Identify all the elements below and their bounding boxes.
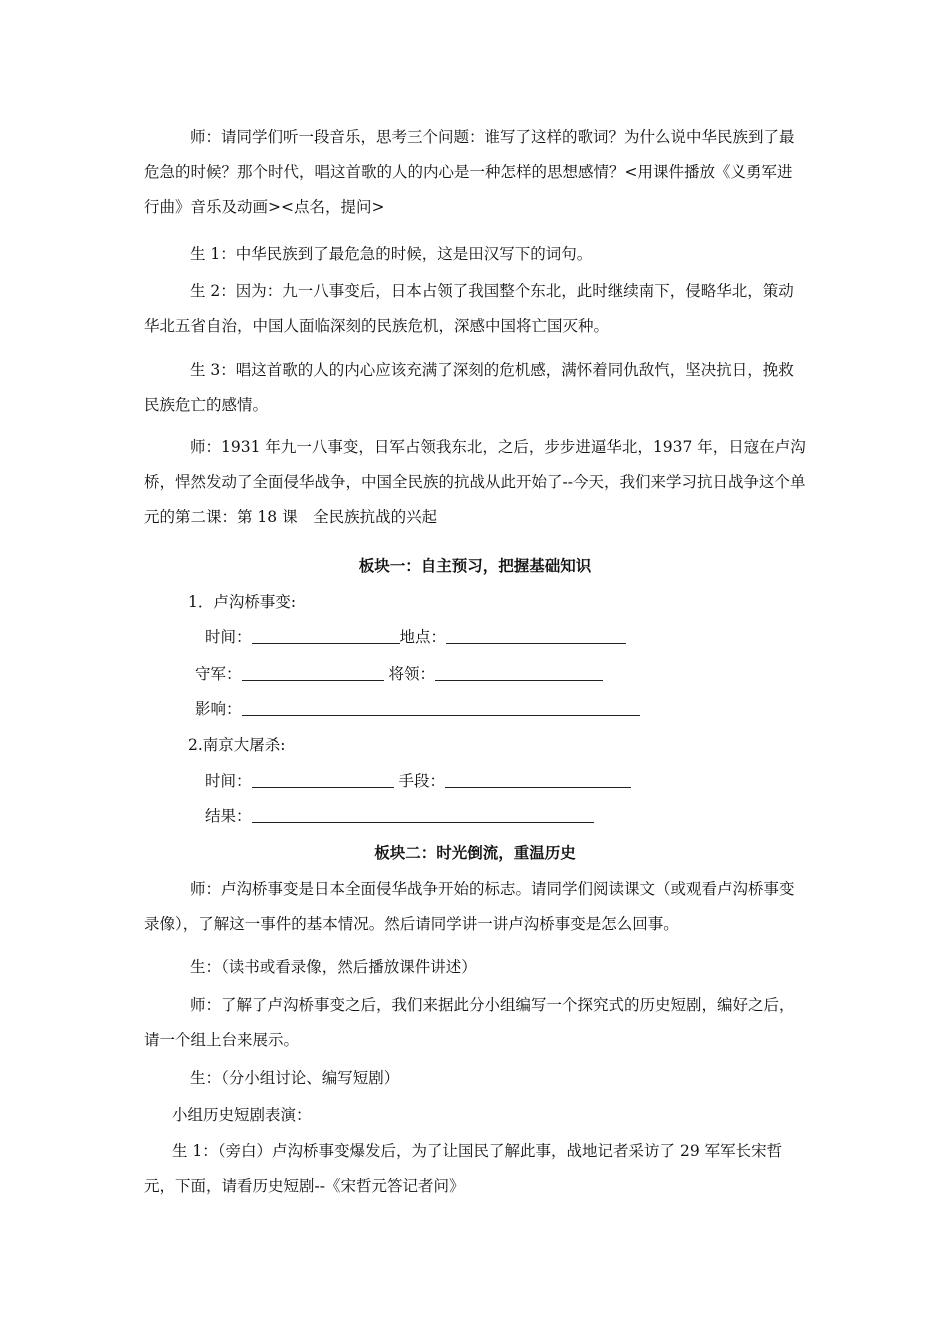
q1-place-blank[interactable] bbox=[446, 623, 626, 644]
q2-time-label: 时间： bbox=[205, 772, 252, 790]
q2-row-result bbox=[205, 799, 594, 834]
q1-time-blank[interactable] bbox=[252, 623, 400, 644]
q2-result-blank[interactable] bbox=[252, 802, 594, 823]
q1-row-impact bbox=[195, 692, 640, 727]
q1-general-label: 将领： bbox=[388, 665, 435, 683]
paragraph-student2: 生 2：因为：九一八事变后，日本占领了我国整个东北，此时继续南下，侵略华北，策动华北五省自治，中国人面临深刻的民族危机，深感中国将亡国灭种。 bbox=[144, 282, 794, 335]
q1-impact-label: 影响： bbox=[195, 700, 242, 718]
q2-means-blank[interactable] bbox=[445, 767, 631, 788]
section2-paragraph-teacher1: 师：卢沟桥事变是日本全面侵华战争开始的标志。请同学们阅读课文（或观看卢沟桥事变录像），了解这一事件的基本情况。然后请同学讲一讲卢沟桥事变是怎么回事。 bbox=[144, 880, 795, 933]
q1-place-label: 地点： bbox=[399, 628, 447, 646]
section2-paragraph-teacher2: 师：了解了卢沟桥事变之后，我们来据此分小组编写一个探究式的历史短剧，编好之后，请一个组上台来展示。 bbox=[144, 996, 795, 1049]
paragraph-teacher-intro: 师：请同学们听一段音乐，思考三个问题：谁写了这样的歌词？为什么说中华民族到了最危急的时候？那个时代，唱这首歌的人的内心是一种怎样的思想感情？<用课件播放《义勇军进行曲》音乐及动画><点名，提问> bbox=[144, 128, 795, 216]
section1-title: 板块一：自主预习，把握基础知识 bbox=[358, 556, 592, 575]
q1-row-time-place bbox=[205, 620, 626, 655]
section2-paragraph-student1: 生：（读书或看录像，然后播放课件讲述） bbox=[190, 958, 477, 976]
q2-result-label: 结果： bbox=[205, 807, 252, 825]
q1-general-blank[interactable] bbox=[435, 660, 603, 681]
paragraph-student3: 生 3：唱这首歌的人的内心应该充满了深刻的危机感，满怀着同仇敌忾，坚决抗日，挽救民族危亡的感情。 bbox=[144, 361, 794, 414]
q1-time-label: 时间： bbox=[205, 628, 252, 646]
q1-army-blank[interactable] bbox=[242, 660, 384, 681]
section2-paragraph-narration: 生 1：（旁白）卢沟桥事变爆发后，为了让国民了解此事，战地记者采访了 29 军军长宋哲元，下面，请看历史短剧--《宋哲元答记者问》 bbox=[144, 1142, 783, 1195]
section2-paragraph-student2: 生：（分小组讨论、编写短剧） bbox=[190, 1069, 400, 1087]
paragraph-student1: 生 1：中华民族到了最危急的时候，这是田汉写下的词句。 bbox=[190, 245, 593, 263]
paragraph-teacher-summary: 师：1931 年九一八事变，日军占领我东北，之后，步步进逼华北，1937 年，日寇在卢沟桥，悍然发动了全面侵华战争，中国全民族的抗战从此开始了--今天，我们来学习抗日战争这个单元的第二课：第 18 课 全民族抗战的兴起 bbox=[144, 438, 806, 526]
q2-means-label: 手段： bbox=[398, 772, 445, 790]
q1-army-label: 守军： bbox=[195, 665, 242, 683]
q1-label: 1．卢沟桥事变: bbox=[188, 593, 297, 611]
section2-title: 板块二：时光倒流，重温历史 bbox=[374, 843, 576, 862]
q1-row-army-general bbox=[195, 657, 603, 692]
q1-impact-blank[interactable] bbox=[242, 695, 640, 716]
q2-time-blank[interactable] bbox=[252, 767, 394, 788]
q2-row-time-means bbox=[205, 764, 631, 799]
q2-label: 2.南京大屠杀: bbox=[188, 736, 286, 754]
section2-paragraph-drama-title: 小组历史短剧表演： bbox=[172, 1106, 312, 1124]
